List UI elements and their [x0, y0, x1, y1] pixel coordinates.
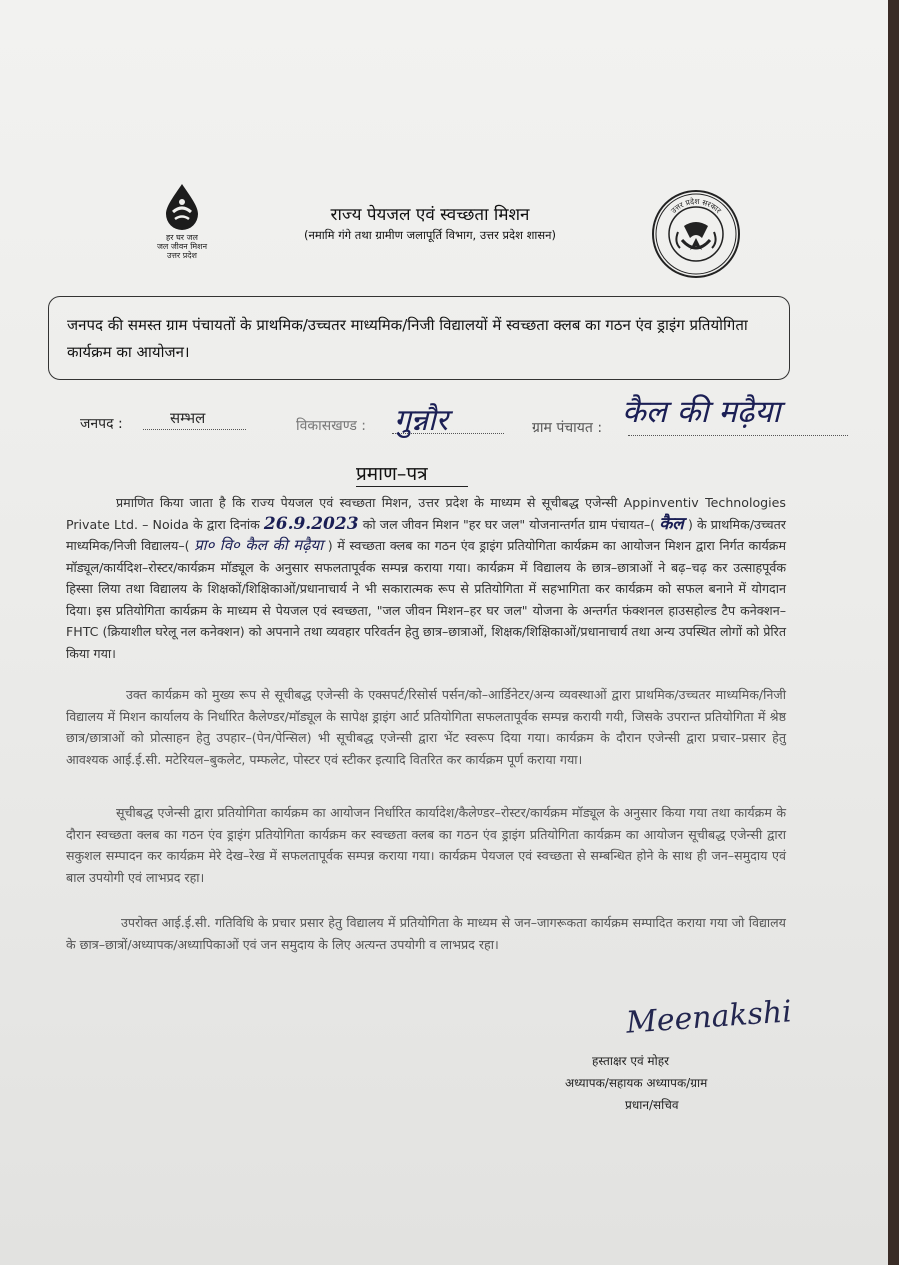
district-dotted-line — [143, 428, 246, 430]
paragraph-2: उक्त कार्यक्रम को मुख्य रूप से सूचीबद्ध एजेन्सी के एक्सपर्ट/रिसोर्स पर्सन/को–आर्डिनेटर/अन्य व्यवस्थाओं द्वारा प्राथमिक/उच्चतर माध्यमिक/निजी विद्यालय में मिशन कार्यालय के निर्धारित कैलेण्डर/मॉड्यूल के सापेक्ष ड्राइंग आर्ट प्रतियोगिता सफलतापूर्वक सम्पन्न करायी गयी, जिसके उपरान्त प्रतियोगिता में श्रेष्ठ छात्र/छात्राओं को प्रोत्साहन हेतु उपहार–(पेन/पेन्सिल) भी सूचीबद्ध एजेन्सी द्वारा भेंट स्वरूप दिया गया। कार्यक्रम के दौरान एजेन्सी द्वारा प्रचार–प्रसार हेतु आवश्यक आई.ई.सी. मटेरियल–बुकलेट, पम्फलेट, पोस्टर एवं स्टीकर इत्यादि वितरित कर कार्यक्रम पूर्ण कराया गया। — [66, 687, 787, 767]
paragraph-3: सूचीबद्ध एजेन्सी द्वारा प्रतियोगिता कार्यक्रम का आयोजन निर्धारित कार्यादेश/कैलेण्डर–रोस्टर/कार्यक्रम मॉड्यूल के अनुसार किया गया तथा कार्यक्रम के दौरान स्वच्छता क्लब का गठन एंव ड्राइंग प्रतियोगिता कार्यक्रम कर स्वच्छता क्लब का गठन एंव ड्राइंग प्रतियोगिता कार्यक्रम का आयोजन सूचीबद्ध एजेन्सी द्वारा सकुशल सम्पादन कर कार्यक्रम मेरे देख–रेख में सफलतापूर्वक सम्पन्न कराया गया। कार्यक्रम पेयजल एवं स्वच्छता से सम्बन्धित होने के साथ ही जन–समुदाय एवं बाल उपयोगी एवं लाभप्रद रहा। — [66, 805, 786, 885]
school-name-handwritten: प्रा० वि० कैल की मढ़ैया — [194, 536, 324, 554]
panchayat-value: कैल की मढ़ैया — [622, 394, 781, 430]
logo-line-2: जल जीवन मिशन — [156, 242, 208, 251]
mission-subtitle: (नमामि गंगे तथा ग्रामीण जलापूर्ति विभाग, उत्तर प्रदेश शासन) — [303, 228, 557, 242]
block-value: गुन्नौर — [394, 403, 449, 438]
certificate-title-underline — [356, 486, 468, 487]
certificate-title: प्रमाण–पत्र — [356, 463, 428, 485]
block-label: विकासखण्ड : — [296, 418, 367, 434]
seal-text: उत्तर प्रदेश सरकार — [669, 196, 723, 216]
program-date: 26.9.2023 — [263, 513, 359, 534]
panchayat-dotted-line — [628, 434, 848, 436]
paragraph-1-school-label: ) के प्राथमिक/उच्चतर माध्यमिक/निजी विद्यालय–( — [66, 516, 786, 553]
water-drop-icon — [150, 182, 214, 232]
up-emblem-icon — [650, 188, 742, 280]
up-government-seal — [650, 188, 742, 280]
district-label: जनपद : — [80, 416, 123, 432]
signatory-designation-1: अध्यापक/सहायक अध्यापक/ग्राम — [565, 1076, 708, 1090]
logo-line-1: हर घर जल — [166, 233, 198, 242]
paragraph-1-intro: प्रमाणित किया जाता है कि राज्य पेयजल एवं स्वच्छता मिशन, उत्तर प्रदेश के माध्यम से सूचीबद्ध एजेन्सी Appinventiv Technologies Private Ltd. – Noida के द्वारा दिनांक — [66, 495, 786, 532]
logo-tagline — [150, 233, 214, 260]
har-ghar-jal-logo — [150, 182, 214, 262]
paragraph-1-scheme: को जल जीवन मिशन "हर घर जल" योजनान्तर्गत ग्राम पंचायत–( — [362, 516, 656, 532]
paragraph-4: उपरोक्त आई.ई.सी. गतिविधि के प्रचार प्रसार हेतु विद्यालय में प्रतियोगिता के माध्यम से जन–जागरूकता कार्यक्रम सम्पादित कराया गया जो विद्यालय के छात्र–छात्रों/अध्यापक/अध्यापिकाओं एवं जन समुदाय के लिए अत्यन्त उपयोगी व लाभप्रद रहा। — [66, 915, 786, 952]
signature: Meenakshi — [624, 994, 793, 1041]
paragraph-1 — [66, 492, 786, 664]
logo-line-3: उत्तर प्रदेश — [167, 251, 197, 260]
panchayat-label: ग्राम पंचायत : — [532, 420, 603, 436]
gram-panchayat-handwritten: कैल — [659, 513, 684, 534]
subject-box: जनपद की समस्त ग्राम पंचायतों के प्राथमिक/उच्चतर माध्यमिक/निजी विद्यालयों में स्वच्छता क्लब का गठन एंव ड्राइंग प्रतियोगिता कार्यक्रम का आयोजन। — [48, 296, 790, 380]
paragraph-1-body: ) में स्वच्छता क्लब का गठन एंव ड्राइंग प्रतियोगिता कार्यक्रम का आयोजन मिशन द्वारा निर्गत कार्यक्रम मॉड्यूल/कार्यदिश–रोस्टर/कार्यक्रम मॉड्यूल के अनुसार सफलतापूर्वक सम्पन्न कराया गया। कार्यक्रम में विद्यालय के छात्र–छात्राओं ने बढ़–चढ़ कर उत्साहपूर्वक हिस्सा लिया तथा विद्यालय के शिक्षकों/शिक्षिकाओं/प्रधानाचार्य ने भी सकारात्मक रूप से प्रतियोगिता में सहभागिता कर कार्यक्रम को सफल बनाने में योगदान दिया। इस प्रतियोगिता कार्यक्रम के माध्यम से पेयजल एवं स्वच्छता, "जल जीवन मिशन–हर घर जल" योजना के अन्तर्गत फंक्शनल हाउसहोल्ड टैप कनेक्शन–FHTC (क्रियाशील घरेलू नल कनेक्शन) को अपनाने तथा व्यवहार परिवर्तन हेतु छात्र–छात्राओं, शिक्षक/शिक्षिकाओं/प्रधानाचार्य तथा अन्य उपस्थित लोगों को प्रेरित किया गया। — [66, 538, 786, 661]
signatory-designation-2: प्रधान/सचिव — [625, 1098, 679, 1112]
district-value: सम्भल — [170, 409, 206, 427]
mission-title: राज्य पेयजल एवं स्वच्छता मिशन — [330, 205, 530, 225]
paper-edge — [888, 0, 899, 1265]
signature-label: हस्ताक्षर एवं मोहर — [592, 1054, 670, 1068]
